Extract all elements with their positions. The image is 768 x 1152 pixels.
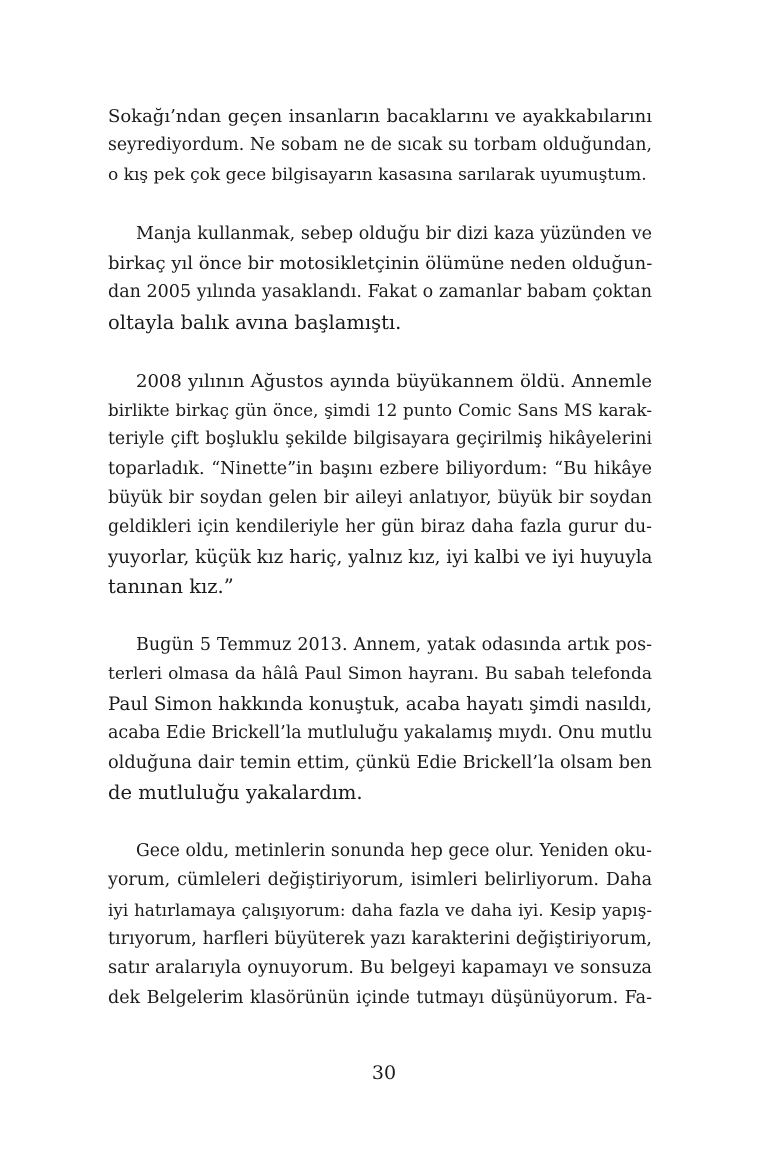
text-line: tanınan kız.” [108, 575, 234, 599]
text-line: 2008 yılının Ağustos ayında büyükannem öldü. Annemle [136, 370, 652, 392]
text-line: seyrediyordum. Ne sobam ne de sıcak su torbam olduğundan, [108, 135, 652, 156]
text-line: yorum, cümleleri değiştiriyorum, isimleri belirliyorum. Daha [108, 870, 652, 891]
paragraph-1 [108, 102, 652, 190]
text-line: olduğuna dair temin ettim, çünkü Edie Brickell’la olsam ben [108, 752, 652, 773]
text-line: Paul Simon hakkında konuştuk, acaba hayatı şimdi nasıldı, [108, 693, 652, 715]
text-line: toparladık. “Ninette”in başını ezbere biliyordum: “Bu hikâye [108, 458, 652, 479]
text-line: birlikte birkaç gün önce, şimdi 12 punto Comic Sans MS karak- [108, 399, 652, 420]
text-line: tırıyorum, harfleri büyüterek yazı karakterini değiştiriyorum, [108, 928, 652, 949]
paragraph-5 [108, 837, 652, 1013]
text-line: yuyorlar, küçük kız hariç, yalnız kız, iyi kalbi ve iyi huyuyla [108, 546, 653, 568]
text-line: o kış pek çok gece bilgisayarın kasasına sarılarak uyumuştum. [108, 164, 647, 185]
text-line: geldikleri için kendileriyle her gün biraz daha fazla gurur du- [108, 517, 652, 538]
text-line: Bugün 5 Temmuz 2013. Annem, yatak odasında artık pos- [136, 635, 652, 656]
text-line: satır aralarıyla oynuyorum. Bu belgeyi kapamayı ve sonsuza [108, 958, 652, 979]
paragraph-4 [108, 631, 652, 807]
text-line: oltayla balık avına başlamıştı. [108, 310, 402, 334]
text-line: terleri olmasa da hâlâ Paul Simon hayranı. Bu sabah telefonda [108, 664, 652, 685]
text-line: dan 2005 yılında yasaklandı. Fakat o zamanlar babam çoktan [108, 282, 652, 303]
text-line: teriyle çift boşluklu şekilde bilgisayara geçirilmiş hikâyelerini [108, 429, 652, 450]
text-line: de mutluluğu yakalardım. [108, 780, 363, 804]
paragraph-3 [108, 367, 652, 602]
text-line: birkaç yıl önce bir motosikletçinin ölümüne neden olduğun- [108, 252, 653, 274]
text-line: Gece oldu, metinlerin sonunda hep gece olur. Yeniden oku- [136, 840, 652, 861]
page-number: 30 [371, 1062, 397, 1084]
text-line: Manja kullanmak, sebep olduğu bir dizi kaza yüzünden ve [136, 223, 652, 244]
page-body [108, 102, 652, 1043]
text-line: Sokağı’ndan geçen insanların bacaklarını ve ayakkabılarını [108, 106, 652, 127]
paragraph-2 [108, 220, 652, 338]
text-line: iyi hatırlamaya çalışıyorum: daha fazla ve daha iyi. Kesip yapış- [108, 899, 652, 920]
text-line: acaba Edie Brickell’la mutluluğu yakalamış mıydı. Onu mutlu [108, 723, 653, 744]
text-line: dek Belgelerim klasörünün içinde tutmayı düşünüyorum. Fa- [108, 987, 652, 1008]
text-line: büyük bir soydan gelen bir aileyi anlatıyor, büyük bir soydan [108, 488, 652, 509]
